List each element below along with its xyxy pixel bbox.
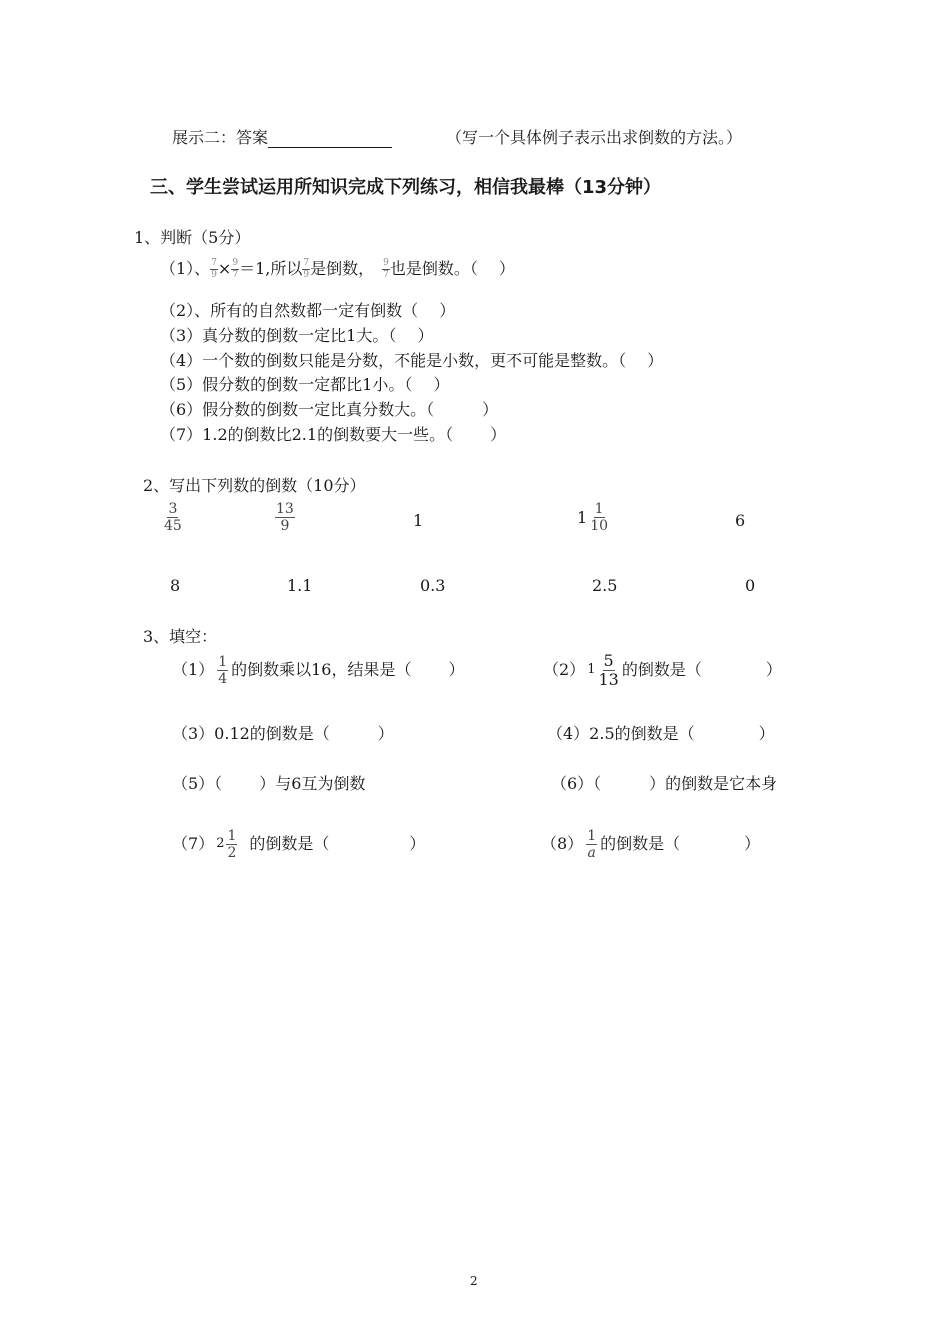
q2-title: 2、写出下列数的倒数（10分） — [143, 476, 366, 495]
fraction: $\frac{7}{9}$ — [303, 257, 310, 280]
q1-item-7: （7）1.2的倒数比2.1的倒数要大一些。（ ） — [160, 425, 507, 444]
q2-value-2-5: 2.5 — [592, 576, 618, 595]
q3-item-5: （5）（ ）与6互为倒数 — [172, 774, 366, 793]
q3-item-4: （4）2.5的倒数是（ ） — [547, 724, 775, 743]
q1-item-3: （3）真分数的倒数一定比1大。（ ） — [160, 326, 434, 345]
answer-hint: （写一个具体例子表示出求倒数的方法。） — [446, 128, 743, 147]
q2-value-d: 1 $\frac{1}{10}$ — [577, 501, 609, 534]
q2-value-c: 1 — [413, 511, 424, 530]
q2-value-e: 6 — [735, 511, 746, 530]
q3-item-1: （1） $\frac{1}{4}$ 的倒数乘以16，结果是（ ） — [172, 653, 465, 687]
q2-value-b: $\frac{13}{9}$ — [276, 501, 294, 534]
q1-item-1: （1）、 $\frac{7}{9}$ × $\frac{9}{7}$ ＝1,所以 $\frac{7}{9}$ 是倒数， $\frac{9}{7}$ 也是倒数。（ ） — [160, 257, 515, 280]
q1-item-4: （4）一个数的倒数只能是分数，不能是小数，更不可能是整数。（ ） — [160, 351, 664, 370]
answer-blank[interactable] — [268, 131, 392, 148]
q2-value-a: $\frac{3}{45}$ — [164, 501, 182, 534]
fraction: $\frac{9}{7}$ — [383, 257, 389, 280]
section-title: 三、学生尝试运用所知识完成下列练习，相信我最棒（13分钟） — [150, 177, 662, 198]
q3-item-8: （8） $\frac{1}{a}$ 的倒数是（ ） — [541, 827, 761, 861]
q2-value-0-3: 0.3 — [420, 576, 446, 595]
page-number: 2 — [470, 1274, 478, 1288]
answer-prefix: 展示二：答案 — [172, 128, 269, 147]
fraction: $\frac{9}{7}$ — [232, 257, 239, 280]
fraction: $\frac{7}{9}$ — [211, 257, 217, 280]
q1-item-6: （6）假分数的倒数一定比真分数大。（ ） — [160, 400, 499, 419]
q3-title: 3、填空： — [143, 627, 218, 646]
q3-item-2: （2） 1 $\frac{5}{13}$ 的倒数是（ ） — [543, 650, 782, 689]
q2-value-8: 8 — [170, 576, 181, 595]
q1-title: 1、判断（5分） — [134, 228, 251, 247]
q3-item-7: （7） 2 $\frac{1}{2}$ 的倒数是（ ） — [172, 827, 426, 861]
q1-item-5: （5）假分数的倒数一定都比1小。（ ） — [160, 375, 450, 394]
q2-value-1-1: 1.1 — [287, 576, 313, 595]
q2-value-0: 0 — [745, 576, 756, 595]
q1-item-2: （2）、所有的自然数都一定有倒数（ ） — [160, 301, 456, 320]
q3-item-6: （6）（ ）的倒数是它本身 — [551, 774, 778, 793]
q3-item-3: （3）0.12的倒数是（ ） — [172, 724, 394, 743]
answer-line — [172, 128, 392, 148]
